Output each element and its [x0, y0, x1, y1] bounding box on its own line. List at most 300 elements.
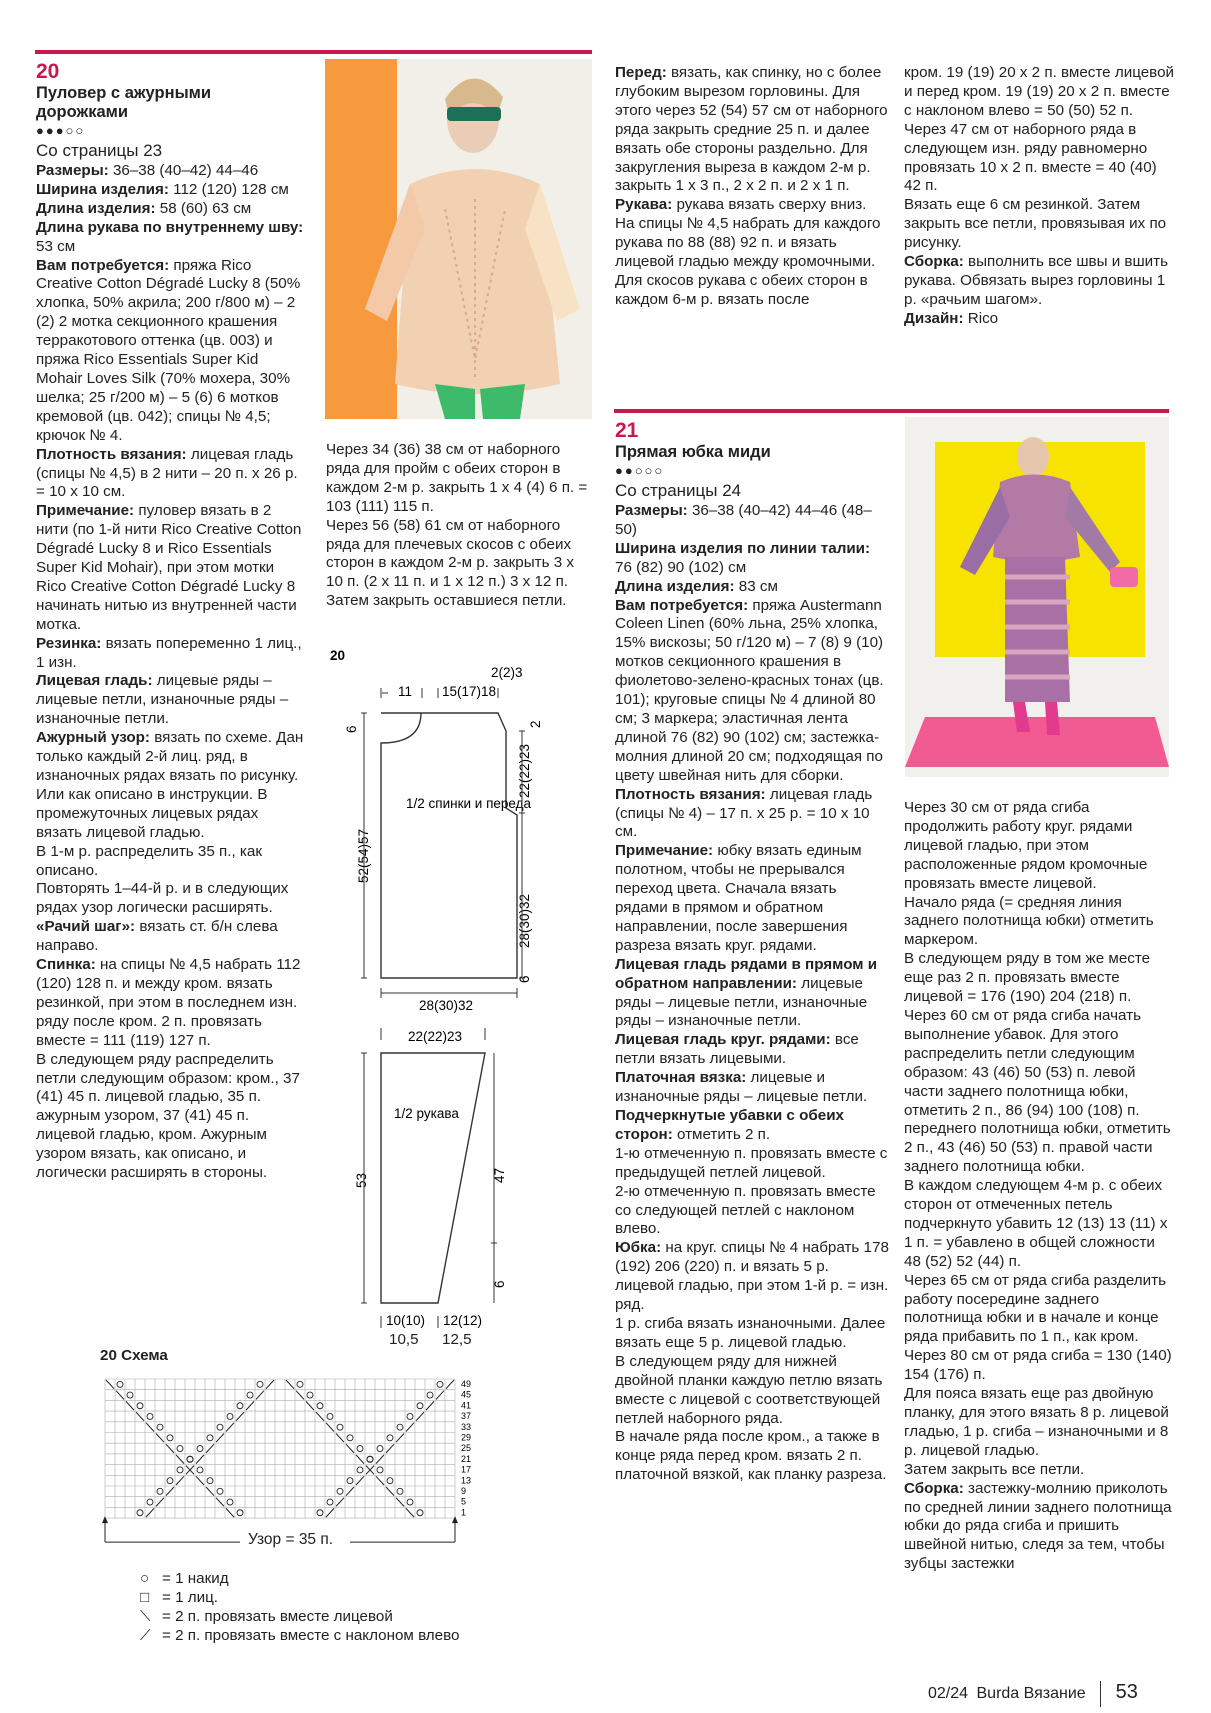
repeat-arrow [102, 1516, 458, 1523]
yarn-over-symbol [207, 1435, 213, 1441]
paragraph [904, 253, 1174, 310]
paragraph-text: вязать попеременно 1 лиц., 1 изн. [36, 634, 302, 671]
paragraph-text: В 1-м р. распределить 35 п., как описано. [36, 842, 262, 879]
paragraph [904, 196, 1174, 253]
model-number: 20 [36, 60, 60, 83]
instructions [36, 162, 304, 1183]
skirt-photo [905, 417, 1169, 777]
decrease-symbol [426, 1401, 434, 1410]
paragraph-text: Через 56 (58) 61 см от наборного ряда для плечевых скосов с обеих сторон в каждом 2-м р. закрыть 3 х 10 п. (2 х 11 п. и 1 х 12 п.) 3 х 12 п. Затем закрыть оставшиеся петли. [326, 516, 574, 610]
decrease-symbol [356, 1455, 364, 1464]
row-number: 17 [461, 1464, 472, 1475]
row-number: 13 [461, 1475, 472, 1486]
yarn-over-symbol [157, 1488, 163, 1494]
paragraph [36, 446, 304, 503]
row-number: 33 [461, 1421, 472, 1432]
legend-text: = 2 п. провязать вместе лицевой [162, 1607, 393, 1625]
yarn-over-symbol [177, 1467, 183, 1473]
paragraph [36, 181, 304, 200]
paragraph-heading: Ажурный узор: [36, 729, 150, 747]
yarn-over-symbol [397, 1424, 403, 1430]
yarn-over-symbol [397, 1488, 403, 1494]
yarn-over-symbol [337, 1424, 343, 1430]
section-rule-20 [35, 50, 592, 54]
legend-text: = 2 п. провязать вместе с наклоном влево [162, 1626, 460, 1644]
legend-item [140, 1589, 560, 1608]
model20-column2 [326, 441, 594, 611]
section-rule-21 [614, 409, 1169, 413]
sweater-photo [325, 59, 592, 419]
paragraph-heading: Платочная вязка: [615, 1069, 747, 1087]
paragraph-heading: Лицевая гладь рядами в прямом и обратном направлении: [615, 955, 878, 992]
paragraph-text: Через 47 см от наборного ряда в следующем изн. ряду равномерно провязать 10 х 2 п. вместе = 40 (40) 42 п. [904, 120, 1157, 195]
yarn-over-symbol [157, 1424, 163, 1430]
paragraph-heading: Примечание: [36, 502, 135, 520]
paragraph-heading: Длина изделия: [36, 199, 156, 217]
decrease-symbol [386, 1444, 394, 1453]
decrease-symbol [206, 1487, 214, 1496]
chart-title: 20 Схема [100, 1347, 168, 1364]
dim-2-3: 2(2)3 [491, 665, 523, 680]
decrease-symbol [346, 1444, 354, 1453]
paragraph-heading: Плотность вязания: [36, 445, 187, 463]
dim-53: 53 [354, 1172, 369, 1188]
paragraph [615, 64, 890, 196]
decrease-symbol [266, 1380, 274, 1389]
paragraph-text: Начало ряда (= средняя линия заднего полотнища юбки) отметить маркером. [904, 893, 1154, 949]
paragraph-text: Через 80 см от ряда сгиба = 130 (140) 154 (176) п. [904, 1347, 1172, 1384]
dim-22-22-23-top: 22(22)23 [408, 1029, 463, 1044]
paragraph-text: 83 см [734, 577, 778, 595]
yarn-over-symbol [327, 1499, 333, 1505]
paragraph-text: пряжа Rico Creative Cotton Dégradé Lucky 8 (50% хлопка, 50% акрила; 200 г/800 м) – 2 (2) 2 мотка секционного крашения терракотового оттенка (цв. 003) и пряжа Rico Essentials Super Kid Mohair Loves Silk (70% мохера, 30% шелка; 25 г/200 м) – 5 (6) 6 мотков кремовой (цв. 042); спицы № 4,5; крючок № 4. [36, 256, 301, 444]
yarn-over-symbol [257, 1381, 263, 1387]
decrease-symbol [146, 1508, 154, 1517]
paragraph-text: Через 60 см от ряда сгиба начать выполнение убавок. Для этого распределить петли следующим образом: 43 (46) 50 (53) п. левой части заднего полотнища юбки, отметить 2 п., 86 (94) 100 (108) п. переднего полотнища юбки, отметить 2 п., 43 (46) 50 (53) п. правой части заднего полотнища юбки. [904, 1006, 1171, 1176]
paragraph [36, 918, 304, 956]
yarn-over-symbol [437, 1381, 443, 1387]
paragraph [36, 219, 304, 257]
model20-column3 [615, 64, 890, 310]
paragraph-heading: Лицевая гладь круг. рядами: [615, 1031, 831, 1049]
yarn-over-symbol [197, 1467, 203, 1473]
paragraph-text: отметить 2 п. [672, 1125, 771, 1143]
row-number: 21 [461, 1453, 472, 1464]
row-number: 41 [461, 1400, 472, 1411]
paragraph-heading: Ширина изделия по линии талии: [615, 539, 871, 557]
paragraph-text: В начале ряда после кром., а также в конце ряда перед кром. вязать 2 п. платочной вязкой, как планку разреза. [615, 1428, 887, 1484]
paragraph-text: Для пояса вязать еще раз двойную планку, для этого вязать 8 р. лицевой гладью, 1 р. сгиба – изнаночными и 8 р. лицевой гладью. [904, 1385, 1169, 1459]
decrease-symbol [296, 1391, 304, 1400]
dim-12-12: 12(12) [443, 1313, 483, 1328]
decrease-symbol [166, 1444, 174, 1453]
decrease-symbol [316, 1412, 324, 1421]
yarn-over-symbol [237, 1510, 243, 1516]
paragraph-text: В каждом следующем 4-м р. с обеих сторон от отмеченных петель подчеркнуто убавить 12 (13) 13 (11) х 1 п. = убавлено в общей сложности 48 (52) 52 (44) п. [904, 1177, 1168, 1270]
row-number: 45 [461, 1389, 472, 1400]
paragraph [615, 1428, 890, 1485]
paragraph [904, 1480, 1174, 1575]
paragraph [36, 1051, 304, 1183]
dim-47: 47 [492, 1167, 507, 1183]
yarn-over-symbol [147, 1413, 153, 1419]
decrease-symbol [226, 1508, 234, 1517]
pattern-schematic [326, 648, 596, 1328]
source-page: Со страницы 23 [36, 141, 163, 160]
yarn-over-symbol [317, 1403, 323, 1409]
yarn-over-symbol [187, 1456, 193, 1462]
row-number: 1 [461, 1507, 467, 1518]
page-footer [928, 1681, 1178, 1707]
source-page: Со страницы 24 [615, 481, 742, 500]
paragraph-text: на спицы № 4,5 набрать 112 (120) 128 п. и между кром. вязать резинкой, при этом в последнем изн. ряду после кром. 2 п. провязать вместе = 111 (119) 127 п. [36, 956, 301, 1049]
paragraph-text: пряжа Austermann Coleen Linen (60% льна, 25% хлопка, 15% вискозы; 50 г/120 м) – 7 (8) 9 (10) мотков секционного крашения в фиолетово-зелено-красных тонах (цв. 101); круговые спицы № 4 длиной 80 см; 3 маркера; эластичная лента длиной 76 (82) 90 (102) см; застежка-молния длиной 20 см; подходящая по цвету швейная нить для сборки. [615, 596, 884, 784]
yarn-over-symbol [367, 1456, 373, 1462]
decrease-symbol [336, 1498, 344, 1507]
paragraph-text: все петли вязать лицевыми. [615, 1031, 859, 1068]
decrease-symbol [286, 1380, 294, 1389]
row-number: 5 [461, 1496, 467, 1507]
paragraph [36, 729, 304, 842]
paragraph-heading: Плотность вязания: [615, 785, 766, 803]
paragraph [615, 1183, 890, 1240]
decrease-symbol [146, 1423, 154, 1432]
row-number: 49 [461, 1379, 472, 1389]
decrease-symbol [346, 1487, 354, 1496]
model21-column2 [904, 799, 1174, 1574]
paragraph [904, 1177, 1174, 1272]
yarn-over-symbol [387, 1478, 393, 1484]
dim-52-54-57: 52(54)57 [356, 828, 371, 883]
paragraph-heading: Примечание: [615, 842, 714, 860]
paragraph-heading: Дизайн: [904, 309, 964, 327]
paragraph-heading: Длина рукава по внутреннему шву: [36, 218, 304, 236]
dim-22-22-23: 22(22)23 [517, 743, 532, 798]
paragraph-text: вязать, как спинку, но с более глубоким вырезом горловины. Для этого через 52 (54) 57 см от наборного ряда закрыть средние 25 п. и далее вязать обе стороны раздельно. Для закругления выреза в каждом 2-м р. закрыть 1 х 3 п., 2 х 2 п. и 2 х 1 п. [615, 64, 888, 195]
difficulty-rating: ●●○○○ [615, 463, 665, 478]
paragraph-heading: Резинка: [36, 634, 102, 652]
yarn-over-symbol [137, 1403, 143, 1409]
paragraph-heading: Вам потребуется: [36, 256, 170, 274]
yarn-over-symbol [417, 1510, 423, 1516]
paragraph-heading: Спинка: [36, 956, 96, 974]
paragraph [36, 956, 304, 1051]
yarn-over-symbol [427, 1392, 433, 1398]
paragraph [36, 843, 304, 881]
row-number: 29 [461, 1432, 472, 1443]
decrease-symbol [226, 1423, 234, 1432]
yarn-over-symbol [337, 1488, 343, 1494]
half-sleeve-label: 1/2 рукава [394, 1106, 459, 1121]
decrease-symbol [216, 1434, 224, 1443]
paragraph-text: лицевые ряды – лицевые петли, изнаночные ряды – изнаночные петли. [36, 672, 289, 728]
paragraph [36, 672, 304, 729]
paragraph-text: лицевая гладь (спицы № 4,5) в 2 нити – 20 п. х 26 р. = 10 х 10 см. [36, 445, 298, 501]
paragraph-text: пуловер вязать в 2 нити (по 1-й нити Rico Creative Cotton Dégradé Lucky 8 и Rico Essentials Super Kid Mohair), при этом мотки Rico Creative Cotton Dégradé Lucky 8 начинать нитью из внутренней части мотка. [36, 502, 302, 633]
decrease-symbol [196, 1476, 204, 1485]
paragraph-text: 1-ю отмеченную п. провязать вместе с предыдущей петлей лицевой. [615, 1144, 888, 1181]
paragraph-text: 2-ю отмеченную п. провязать вместе со следующей петлей с наклоном влево. [615, 1182, 876, 1238]
paragraph-text: Через 30 см от ряда сгиба продолжить работу круг. рядами лицевой гладью, при этом расположенные рядом кромочные провязать вместе лицевой. [904, 799, 1148, 892]
paragraph [904, 64, 1174, 121]
legend-symbol: □ [140, 1588, 150, 1606]
decrease-symbol [156, 1434, 164, 1443]
yarn-over-symbol [307, 1392, 313, 1398]
paragraph-text: выполнить все швы и вшить рукава. Обвязать вырез горловины 1 р. «рачьим шагом». [904, 253, 1169, 308]
dim-6-sleeve: 6 [492, 1280, 507, 1288]
paragraph [904, 1461, 1174, 1480]
paragraph [615, 540, 890, 578]
dim-6-bottom: 6 [517, 975, 532, 983]
row-number: 37 [461, 1411, 472, 1422]
paragraph [904, 1007, 1174, 1177]
paragraph [904, 310, 1174, 329]
paragraph [615, 842, 890, 955]
paragraph-text: В следующем ряду в том же месте еще раз 2 п. провязать вместе лицевой = 176 (190) 204 (218) п. [904, 950, 1151, 1006]
paragraph [36, 200, 304, 219]
sweater-model-image [325, 59, 592, 419]
paragraph-text: вязать ст. б/н слева направо. [36, 918, 278, 955]
legend-item [140, 1608, 560, 1627]
decrease-symbol [136, 1412, 144, 1421]
decrease-symbol [126, 1401, 134, 1410]
yarn-over-symbol [357, 1467, 363, 1473]
row-number: 25 [461, 1443, 472, 1454]
decrease-symbol [176, 1476, 184, 1485]
paragraph-heading: Ширина изделия: [36, 180, 169, 198]
paragraph-text: В следующем ряду для нижней двойной планки каждую петлю вязать вместе с лицевой с соответствующей петлей наборного ряда. [615, 1352, 883, 1427]
paragraph [615, 196, 890, 215]
yarn-over-symbol [407, 1413, 413, 1419]
yarn-over-symbol [207, 1478, 213, 1484]
decrease-symbol [216, 1498, 224, 1507]
paragraph [36, 635, 304, 673]
paragraph [615, 578, 890, 597]
paragraph [904, 1272, 1174, 1348]
decrease-symbol [446, 1380, 454, 1389]
decrease-symbol [206, 1444, 214, 1453]
legend-text: = 1 лиц. [162, 1588, 219, 1606]
decrease-symbol [236, 1412, 244, 1421]
dim-15-17-18: 15(17)18 [442, 684, 497, 699]
model-title: Пуловер с ажурными дорожками [36, 84, 212, 121]
decrease-symbol [106, 1380, 114, 1389]
paragraph-heading: Сборка: [904, 1479, 964, 1497]
paragraph [615, 786, 890, 843]
half-body-label: 1/2 спинки и переда [406, 796, 531, 811]
paragraph-heading: Рукава: [615, 196, 673, 214]
paragraph-heading: «Рачий шаг»: [36, 918, 136, 936]
paragraph [615, 1353, 890, 1429]
yarn-over-symbol [327, 1413, 333, 1419]
yarn-over-symbol [227, 1499, 233, 1505]
paragraph-text: В следующем ряду распределить петли следующим образом: кром., 37 (41) 45 п. лицевой гладью, 35 п. ажурным узором, 37 (41) 45 п. лицевой гладью, кром. Ажурным узором вязать, как описано, и логически расширять в стороны. [36, 1050, 300, 1182]
paragraph [615, 272, 890, 310]
paragraph [904, 950, 1174, 1007]
dim-10-10: 10(10) [386, 1313, 426, 1328]
decrease-symbol [406, 1423, 414, 1432]
paragraph-text: 53 см [36, 237, 76, 255]
decrease-symbol [376, 1476, 384, 1485]
paragraph-text: Для скосов рукава с обеих сторон в каждом 6-м р. вязать после [615, 271, 868, 308]
paragraph [615, 1107, 890, 1145]
paragraph-heading: Вам потребуется: [615, 596, 749, 614]
paragraph [615, 1031, 890, 1069]
legend-item [140, 1570, 560, 1589]
legend-symbol: ⟍ [140, 1607, 151, 1625]
yarn-over-symbol [377, 1446, 383, 1452]
legend-item [140, 1627, 560, 1646]
difficulty-rating: ●●●○○ [36, 123, 86, 138]
paragraph-text: Вязать еще 6 см резинкой. Затем закрыть все петли, провязывая их по рисунку. [904, 196, 1167, 252]
yarn-over-symbol [167, 1478, 173, 1484]
legend-symbol: ⟋ [140, 1626, 151, 1644]
paragraph [904, 799, 1174, 894]
paragraph-text: лицевая гладь (спицы № 4) – 17 п. х 25 р. = 10 х 10 см. [615, 785, 873, 841]
yarn-over-symbol [167, 1435, 173, 1441]
paragraph-heading: Размеры: [615, 502, 688, 519]
decrease-symbol [326, 1508, 334, 1517]
decrease-symbol [116, 1391, 124, 1400]
paragraph-heading: Подчеркнутые убавки с обеих сторон: [615, 1107, 844, 1143]
paragraph-heading: Лицевая гладь: [36, 672, 153, 690]
row-number: 9 [461, 1486, 467, 1496]
paragraph-heading: Юбка: [615, 1239, 662, 1257]
paragraph-text: На спицы № 4,5 набрать для каждого рукава по 88 (88) 92 п. и вязать лицевой гладью между кромочными. [615, 215, 881, 271]
issue-number: 02/24 [928, 1685, 969, 1703]
yarn-over-symbol [137, 1510, 143, 1516]
model-title: Прямая юбка миди [615, 443, 771, 461]
paragraph [326, 517, 594, 612]
page-number: 53 [1115, 1681, 1138, 1704]
yarn-over-symbol [247, 1392, 253, 1398]
paragraph [904, 121, 1174, 197]
decrease-symbol [176, 1455, 184, 1464]
decrease-symbol [256, 1391, 264, 1400]
yarn-over-symbol [377, 1467, 383, 1473]
paragraph [615, 597, 890, 786]
paragraph-text: 76 (82) 90 (102) см [615, 558, 747, 576]
paragraph [36, 880, 304, 918]
yarn-over-symbol [387, 1435, 393, 1441]
paragraph-text: Через 65 см от ряда сгиба разделить работу посередине заднего полотнища юбки и в начале и конце ряда прибавить по 1 п., как кром. [904, 1271, 1166, 1346]
model21-column1 [615, 419, 890, 1485]
decrease-symbol [306, 1401, 314, 1410]
paragraph [615, 1239, 890, 1315]
paragraph [36, 257, 304, 446]
yarn-over-symbol [347, 1478, 353, 1484]
dim-11: 11 [398, 684, 413, 699]
yarn-over-symbol [237, 1403, 243, 1409]
yarn-over-symbol [227, 1413, 233, 1419]
paragraph-text: Через 34 (36) 38 см от наборного ряда для пройм с обеих сторон в каждом 2-м р. закрыть 1 х 4 (4) 6 п. = 103 (111) 115 п. [326, 441, 588, 515]
decrease-symbol [386, 1487, 394, 1496]
decrease-symbol [336, 1434, 344, 1443]
decrease-symbol [396, 1498, 404, 1507]
paragraph-text: кром. 19 (19) 20 х 2 п. вместе лицевой и перед кром. 19 (19) 20 х 2 п. вместе с наклоном влево = 50 (50) 52 п. [904, 64, 1174, 119]
paragraph [615, 502, 890, 540]
paragraph-text: Затем закрыть все петли. [904, 1460, 1085, 1478]
yarn-over-symbol [177, 1446, 183, 1452]
chart-legend [140, 1570, 560, 1646]
dim-10-5: 10,5 [389, 1331, 419, 1348]
paragraph-heading: Длина изделия: [615, 577, 735, 595]
dim-6-left: 6 [344, 725, 359, 733]
footer-divider [1100, 1681, 1101, 1707]
paragraph-text: застежку-молнию приколоть по средней линии заднего полотнища юбки до ряда сгиба и пришить швейной нитью, следя за тем, чтобы зубцы застежки [904, 1479, 1172, 1573]
paragraph-text: 36–38 (40–42) 44–46 [108, 162, 259, 179]
paragraph [615, 1315, 890, 1353]
yarn-over-symbol [347, 1435, 353, 1441]
decrease-symbol [436, 1391, 444, 1400]
yarn-over-symbol [357, 1446, 363, 1452]
paragraph [326, 441, 594, 517]
paragraph [615, 215, 890, 272]
paragraph-text: лицевые и изнаночные ряды – лицевые петли. [615, 1069, 868, 1106]
paragraph [615, 956, 890, 1032]
decrease-symbol [166, 1487, 174, 1496]
decrease-symbol [416, 1412, 424, 1421]
skirt-model-image [905, 417, 1169, 777]
yarn-over-symbol [217, 1488, 223, 1494]
paragraph [36, 162, 304, 181]
paragraph [615, 1145, 890, 1183]
paragraph-text: 58 (60) 63 см [155, 199, 252, 217]
decrease-symbol [246, 1401, 254, 1410]
paragraph-text: вязать по схеме. Дан только каждый 2-й лиц. ряд, в изнаночных рядах вязать по рисунку. Или как описано в инструкции. В промежуточных лицевых рядах вязать лицевой гладью. [36, 729, 304, 841]
paragraph-text: рукава вязать сверху вниз. [672, 196, 867, 214]
dim-28-30-32-side: 28(30)32 [517, 893, 532, 948]
model-number: 21 [615, 419, 639, 442]
decrease-symbol [406, 1508, 414, 1517]
yarn-over-symbol [417, 1403, 423, 1409]
magazine-name: Burda Вязание [976, 1685, 1086, 1703]
yarn-over-symbol [197, 1446, 203, 1452]
yarn-over-symbol [407, 1499, 413, 1505]
yarn-over-symbol [127, 1392, 133, 1398]
yarn-over-symbol [317, 1510, 323, 1516]
model20-column1 [36, 60, 304, 1183]
schematic-label: 20 [330, 648, 346, 663]
paragraph-text: 36–38 (40–42) 44–46 (48–50) [615, 502, 872, 538]
instructions [615, 502, 890, 1485]
model20-column4 [904, 64, 1174, 329]
paragraph [36, 502, 304, 634]
paragraph [904, 1385, 1174, 1461]
paragraph-text: на круг. спицы № 4 набрать 178 (192) 206 (220) п. и вязать 5 р. лицевой гладью, при этом 1-й р. = изн. ряд. [615, 1239, 889, 1314]
paragraph [904, 894, 1174, 951]
dim-12-5: 12,5 [442, 1331, 472, 1348]
paragraph-text: юбку вязать единым полотном, чтобы не прерывался переход цвета. Сначала вязать рядами в прямом и обратном направлении, после завершения разреза вязать круг. рядами. [615, 842, 862, 954]
legend-symbol: ○ [140, 1570, 150, 1587]
paragraph [615, 1069, 890, 1107]
dim-2: 2 [528, 720, 543, 728]
decrease-symbol [376, 1455, 384, 1464]
yarn-over-symbol [117, 1381, 123, 1387]
paragraph-heading: Перед: [615, 64, 667, 81]
dim-28-30-32-bottom: 28(30)32 [419, 998, 474, 1013]
chart-repeat-label: Узор = 35 п. [248, 1531, 334, 1548]
yarn-over-symbol [147, 1499, 153, 1505]
paragraph-text: 1 р. сгиба вязать изнаночными. Далее вязать еще 5 р. лицевой гладью. [615, 1314, 886, 1351]
paragraph-text: 112 (120) 128 см [168, 180, 289, 198]
decrease-symbol [156, 1498, 164, 1507]
paragraph [904, 1347, 1174, 1385]
paragraph-text: Повторять 1–44-й р. и в следующих рядах узор логически расширять. [36, 880, 289, 917]
paragraph-heading: Сборка: [904, 253, 964, 271]
paragraph-text: Rico [963, 309, 999, 327]
decrease-symbol [356, 1476, 364, 1485]
